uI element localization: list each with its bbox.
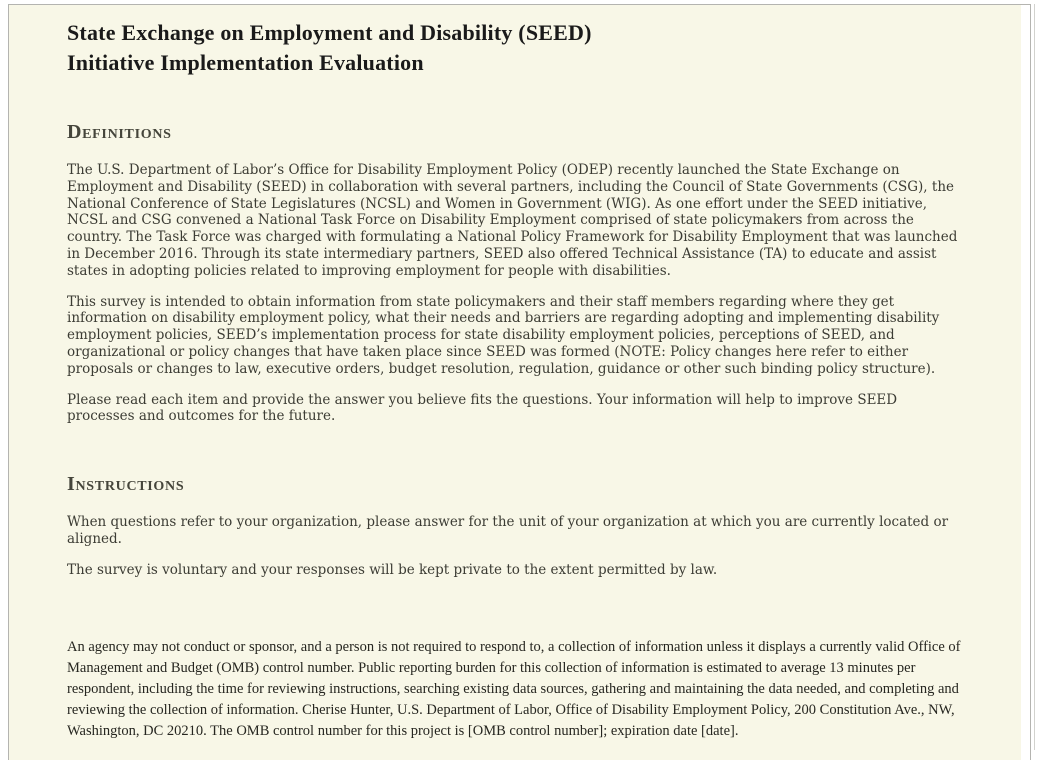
instructions-paragraph-1: When questions refer to your organization, please answer for the unit of your organization at which you are currently located or aligned. xyxy=(67,514,949,547)
instructions-heading: Instructions xyxy=(67,473,185,496)
survey-content xyxy=(9,5,1021,742)
right-gutter xyxy=(1021,5,1030,760)
window-frame xyxy=(8,4,1031,760)
definitions-paragraph-3: Please read each item and provide the answer you believe fits the questions. Your information will help to improve SEED processes and outcomes for the future. xyxy=(67,391,898,425)
window-outer-edge xyxy=(1034,4,1035,750)
instructions-paragraph-2: The survey is voluntary and your responses will be kept private to the extent permitted by law. xyxy=(67,561,718,578)
survey-page xyxy=(9,5,1021,760)
definitions-heading: Definitions xyxy=(67,121,172,143)
survey-title xyxy=(67,18,961,78)
definitions-paragraph-1: The U.S. Department of Labor’s Office for Disability Employment Policy (ODEP) recently launched the State Exchange on Employment and Disability (SEED) in collaboration with several partners, including the Council of State Governments (CSG), the National Conference of State Legislatures (NCSL) and Women in Government (WIG). As one effort under the SEED initiative, NCSL and CSG convened a National Task Force on Disability Employment comprised of state policymakers from across the country. The Task Force was charged with formulating a National Policy Framework for Disability Employment that was launched in December 2016. Through its state intermediary partners, SEED also offered Technical Assistance (TA) to educate and assist states in adopting policies related to improving employment for people with disabilities. xyxy=(67,162,958,279)
definitions-paragraph-2: This survey is intended to obtain information from state policymakers and their staff members regarding where they get information on disability employment policy, what their needs and barriers are regarding adopting and implementing disability employment policies, SEED’s implementation process for state disability employment policies, perceptions of SEED, and organizational or policy changes that have taken place since SEED was formed (NOTE: Policy changes here refer to either proposals or changes to law, executive orders, budget resolution, regulation, guidance or other such binding policy structure). xyxy=(67,293,940,377)
omb-burden-notice: An agency may not conduct or sponsor, and a person is not required to respond to, a collection of information unless it displays a currently valid Office of Management and Budget (OMB) control number. Public reporting burden for this collection of information is estimated to average 13 minutes per respondent, including the time for reviewing instructions, searching existing data sources, gathering and maintaining the data needed, and completing and reviewing the collection of information. Cherise Hunter, U.S. Department of Labor, Office of Disability Employment Policy, 200 Constitution Ave., NW, Washington, DC 20210. The OMB control number for this project is [OMB control number]; expiration date [date]. xyxy=(67,638,961,739)
survey-title-line-2: Initiative Implementation Evaluation xyxy=(67,50,424,75)
survey-title-line-1: State Exchange on Employment and Disability (SEED) xyxy=(67,20,592,45)
